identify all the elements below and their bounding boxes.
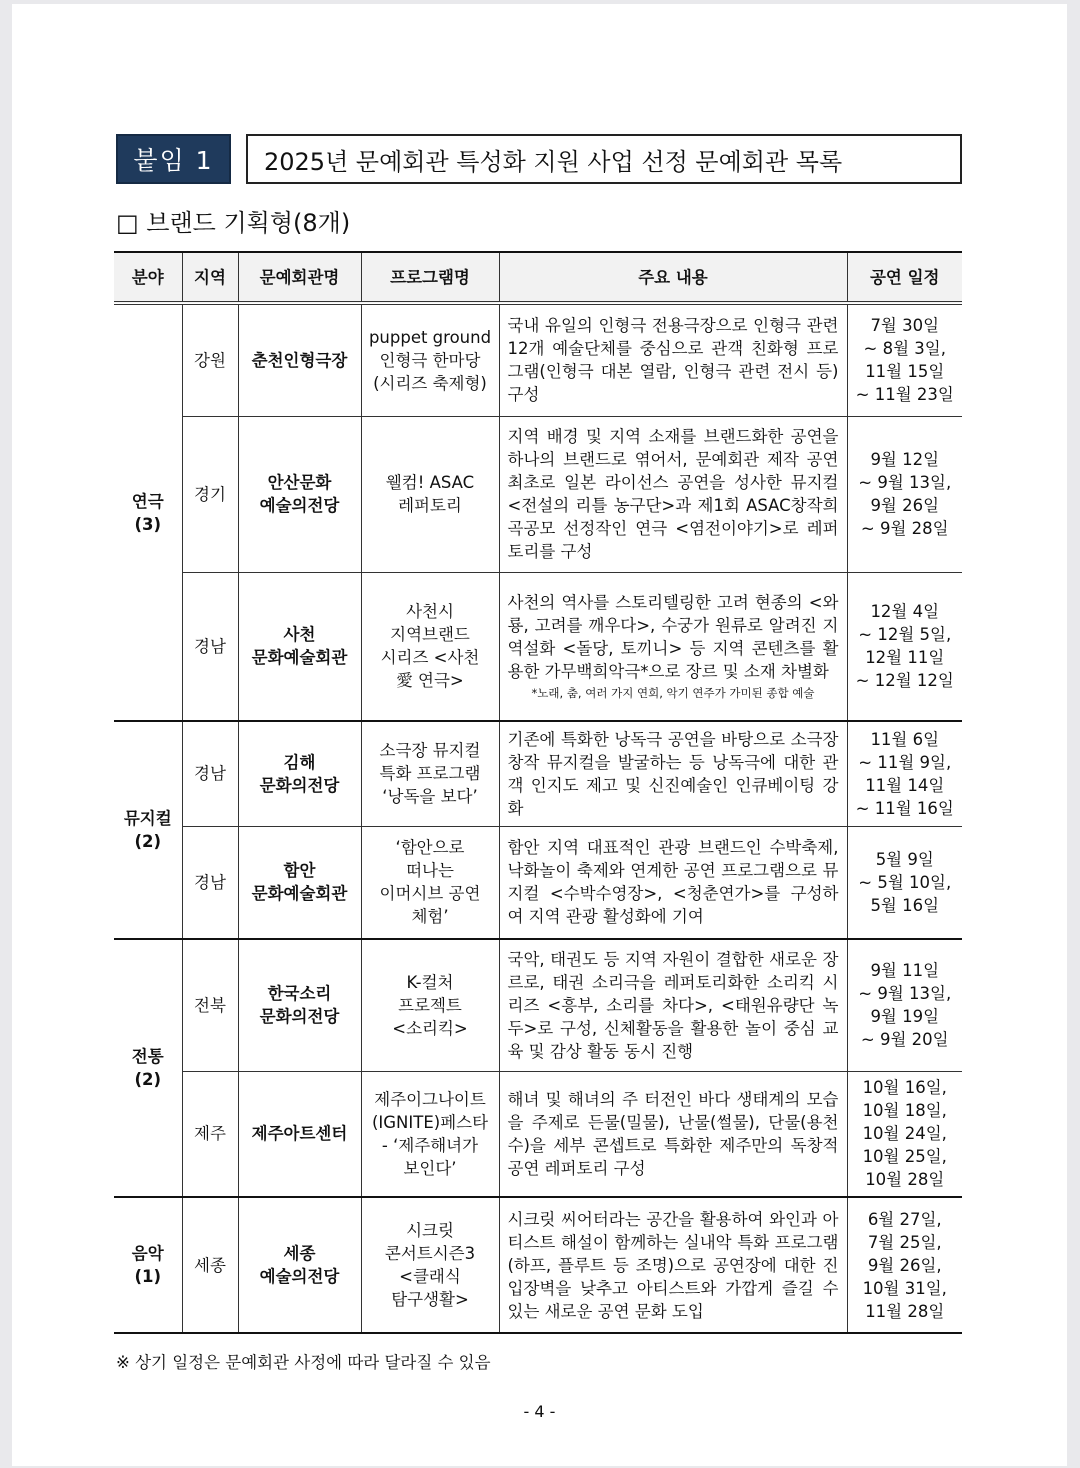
program-line: 웰컴! ASAC	[385, 473, 475, 492]
schedule-cell	[847, 721, 962, 826]
content-text: 사천의 역사를 스토리텔링한 고려 현종의 <와룡, 고려를 깨우다>, 수궁가 원류로 알려진 지역설화 <돌당, 토끼니> 등 지역 콘텐츠를 활용한 가무백희악극*으로 장르 및 소재 차별화	[507, 593, 839, 682]
program-cell	[361, 1071, 499, 1197]
schedule-line: 9월 11일	[870, 961, 940, 981]
venue-line: 함안	[283, 861, 316, 881]
program-line: 프로젝트	[398, 995, 462, 1015]
table-row	[114, 721, 962, 826]
column-header: 프로그램명	[361, 252, 499, 303]
schedule-line: 12월 4일	[870, 602, 940, 622]
region-cell: 세종	[182, 1197, 238, 1333]
content-footnote: *노래, 춤, 여러 가지 연희, 악기 연주가 가미된 종합 예술	[531, 686, 815, 701]
content-cell	[499, 303, 847, 416]
venue-line: 문화의전당	[259, 1007, 340, 1027]
category-count: (2)	[134, 1070, 162, 1089]
schedule-line: ~ 11월 9일,	[858, 752, 952, 772]
section-title: □ 브랜드 기획형(8개)	[116, 209, 351, 237]
program-line: 제주이그나이트	[374, 1089, 486, 1109]
schedule-line: ~ 5월 10일,	[858, 872, 952, 892]
program-line: 떠나는	[406, 861, 454, 881]
venue-table	[114, 251, 962, 1334]
schedule-line: 10월 16일,	[862, 1078, 947, 1098]
category-cell	[114, 721, 182, 939]
venue-line: 김해	[283, 752, 316, 772]
program-line: 지역브랜드	[390, 625, 470, 645]
table-row	[114, 1197, 962, 1333]
program-line: 愛 연극>	[396, 671, 464, 691]
program-line: 인형극 한마당	[379, 350, 481, 370]
venue-cell	[238, 939, 361, 1071]
column-header: 주요 내용	[499, 252, 847, 303]
venue-line: 문화예술회관	[251, 648, 348, 668]
program-line: (IGNITE)페스타	[371, 1112, 489, 1132]
schedule-line: 12월 11일	[865, 648, 945, 668]
venue-cell	[238, 303, 361, 416]
content-text: 지역 배경 및 지역 소재를 브랜드화한 공연을 하나의 브랜드로 엮어서, 문예회관 제작 공연 최초로 일본 라이선스 공연을 성사한 뮤지컬 <전설의 리틀 농구단>과 제1회 ASAC창작희곡공모 선정작인 연극 <염전이야기>로 레퍼토리를 구성	[507, 427, 839, 561]
schedule-line: 9월 19일	[870, 1007, 940, 1027]
schedule-cell	[847, 572, 962, 721]
schedule-line: ~ 11월 23일	[855, 385, 954, 405]
program-cell	[361, 939, 499, 1071]
schedule-line: 7월 25일,	[867, 1232, 942, 1252]
venue-line: 예술의전당	[259, 1267, 340, 1286]
schedule-line: 10월 28일	[865, 1170, 945, 1190]
document-title: 2025년 문예회관 특성화 지원 사업 선정 문예회관 목록	[246, 134, 962, 184]
category-count: (3)	[134, 514, 162, 534]
schedule-cell	[847, 826, 962, 939]
schedule-line: ~ 9월 13일,	[858, 473, 952, 492]
column-header: 문예회관명	[238, 252, 361, 303]
schedule-line: 11월 28일	[865, 1301, 945, 1321]
program-line: - ‘제주해녀가	[381, 1135, 479, 1155]
schedule-line: ~ 9월 28일	[860, 519, 949, 538]
content-text: 국악, 태권도 등 지역 자원이 결합한 새로운 장르로, 태권 소리극을 레퍼토리화한 소리킥 시리즈 <흥부, 소리를 차다>, <태원유량단 녹두>로 구성, 신체활동을 활용한 놀이 중심 교육 및 감상 활동 동시 진행	[507, 949, 839, 1061]
content-text: 기존에 특화한 낭독극 공연을 바탕으로 소극장 창작 뮤지컬을 발굴하는 등 낭독극에 대한 관객 인지도 제고 및 신진예술인 인큐베이팅 강화	[507, 729, 839, 818]
content-text: 국내 유일의 인형극 전용극장으로 인형극 관련 12개 예술단체를 중심으로 관객 친화형 프로그램(인형극 대본 열람, 인형극 관련 전시 등) 구성	[507, 316, 839, 405]
program-line: (시리즈 축제형)	[373, 373, 487, 393]
category-cell	[114, 1197, 182, 1333]
venue-cell	[238, 416, 361, 572]
program-line: 탐구생활>	[391, 1290, 469, 1309]
content-cell	[499, 1071, 847, 1197]
schedule-cell	[847, 416, 962, 572]
region-cell: 경남	[182, 721, 238, 826]
category-label: 연극	[131, 491, 164, 511]
program-line: 소극장 뮤지컬	[379, 741, 481, 761]
schedule-line: 10월 18일,	[862, 1101, 947, 1121]
document-page	[12, 4, 1067, 1466]
schedule-line: ~ 9월 13일,	[858, 984, 952, 1004]
schedule-line: ~ 12월 12일	[855, 671, 954, 691]
program-line: K-컬처	[406, 972, 454, 992]
attachment-badge: 붙임 1	[116, 134, 231, 184]
schedule-line: 5월 9일	[875, 849, 934, 869]
venue-line: 안산문화	[267, 473, 332, 492]
schedule-line: 11월 15일	[865, 362, 945, 382]
schedule-line: 7월 30일	[870, 316, 940, 336]
column-header: 공연 일정	[847, 252, 962, 303]
region-cell: 경남	[182, 572, 238, 721]
program-line: ‘함안으로	[395, 838, 465, 858]
region-cell: 제주	[182, 1071, 238, 1197]
category-label: 전통	[131, 1047, 164, 1066]
column-header: 지역	[182, 252, 238, 303]
category-label: 뮤지컬	[123, 809, 172, 828]
venue-line: 문화예술회관	[251, 884, 348, 904]
column-header: 분야	[114, 252, 182, 303]
program-cell	[361, 1197, 499, 1333]
venue-line: 예술의전당	[259, 496, 340, 515]
program-cell	[361, 416, 499, 572]
program-line: 이머시브 공연	[379, 884, 481, 904]
schedule-line: 5월 16일	[870, 895, 940, 915]
schedule-line: 9월 12일	[870, 450, 940, 469]
content-cell	[499, 939, 847, 1071]
schedule-line: ~ 12월 5일,	[858, 625, 952, 645]
schedule-line: 10월 25일,	[862, 1147, 947, 1167]
program-line: 레퍼토리	[398, 496, 462, 515]
venue-line: 한국소리	[267, 984, 332, 1004]
region-cell: 경남	[182, 826, 238, 939]
table-header-row	[114, 252, 962, 303]
schedule-cell	[847, 1197, 962, 1333]
program-line: 시리즈 <사천	[380, 648, 480, 668]
content-cell	[499, 721, 847, 826]
schedule-line: 10월 31일,	[862, 1278, 947, 1298]
venue-line: 세종	[283, 1244, 316, 1263]
table-row	[114, 303, 962, 416]
program-line: 시크릿	[406, 1221, 454, 1240]
venue-cell	[238, 826, 361, 939]
schedule-note: ※ 상기 일정은 문예회관 사정에 따라 달라질 수 있음	[116, 1353, 491, 1372]
table-row	[114, 1071, 962, 1197]
content-cell	[499, 826, 847, 939]
schedule-line: ~ 8월 3일,	[863, 339, 946, 359]
venue-cell	[238, 1071, 361, 1197]
table-row	[114, 572, 962, 721]
region-cell: 경기	[182, 416, 238, 572]
region-cell: 전북	[182, 939, 238, 1071]
schedule-line: ~ 11월 16일	[855, 798, 954, 818]
table-row	[114, 826, 962, 939]
category-count: (2)	[134, 832, 162, 851]
schedule-line: 9월 26일,	[867, 1255, 942, 1275]
schedule-line: ~ 9월 20일	[860, 1030, 949, 1050]
program-line: 체험’	[411, 907, 449, 927]
program-cell	[361, 721, 499, 826]
content-text: 시크릿 씨어터라는 공간을 활용하여 와인과 아티스트 해설이 함께하는 실내악 특화 프로그램(하프, 플루트 등 조명)으로 공연장에 대한 진입장벽을 낮추고 아티스트와 가깝게 즐길 수 있는 새로운 공연 문화 도입	[507, 1209, 839, 1321]
venue-cell	[238, 721, 361, 826]
document-header	[116, 134, 962, 184]
schedule-line: 11월 14일	[865, 775, 945, 795]
content-cell	[499, 572, 847, 721]
category-count: (1)	[134, 1267, 162, 1286]
category-cell	[114, 939, 182, 1197]
schedule-line: 9월 26일	[870, 496, 940, 515]
program-line: <소리킥>	[392, 1018, 468, 1038]
schedule-line: 10월 24일,	[862, 1124, 947, 1144]
schedule-cell	[847, 939, 962, 1071]
content-text: 해녀 및 해녀의 주 터전인 바다 생태계의 모습을 주제로 든물(밀물), 난물(썰물), 단물(용천수)을 세부 콘셉트로 특화한 제주만의 독창적 공연 레퍼토리 구성	[507, 1089, 839, 1178]
table-row	[114, 416, 962, 572]
content-cell	[499, 1197, 847, 1333]
category-label: 음악	[131, 1244, 164, 1263]
table-row	[114, 939, 962, 1071]
venue-line: 문화의전당	[259, 775, 340, 795]
program-line: 보인다’	[403, 1158, 457, 1178]
content-text: 함안 지역 대표적인 관광 브랜드인 수박축제, 낙화놀이 축제와 연계한 공연 프로그램으로 뮤지컬 <수박수영장>, <청춘연가>를 구성하여 지역 관광 활성화에 기여	[507, 838, 839, 927]
schedule-line: 11월 6일	[870, 729, 940, 749]
program-line: 특화 프로그램	[379, 764, 481, 784]
schedule-cell	[847, 1071, 962, 1197]
program-line: 콘서트시즌3	[384, 1244, 476, 1263]
venue-cell	[238, 572, 361, 721]
program-line: puppet ground	[368, 327, 492, 347]
schedule-line: 6월 27일,	[867, 1209, 942, 1229]
program-line: ‘낭독을 보다’	[382, 787, 478, 807]
program-cell	[361, 303, 499, 416]
category-cell	[114, 303, 182, 721]
region-cell: 강원	[182, 303, 238, 416]
page-number: - 4 -	[523, 1402, 556, 1421]
program-line: <클래식	[399, 1267, 461, 1286]
venue-line: 사천	[283, 625, 316, 645]
venue-line: 제주아트센터	[251, 1124, 348, 1144]
schedule-cell	[847, 303, 962, 416]
content-cell	[499, 416, 847, 572]
venue-cell	[238, 1197, 361, 1333]
venue-line: 춘천인형극장	[251, 350, 348, 370]
program-cell	[361, 826, 499, 939]
program-line: 사천시	[406, 602, 454, 622]
program-cell	[361, 572, 499, 721]
